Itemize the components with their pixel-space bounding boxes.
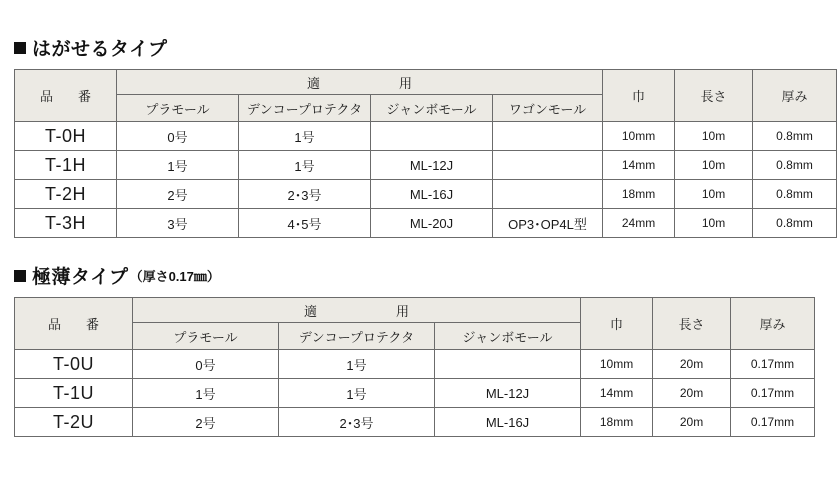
- cell-length: 20m: [653, 379, 731, 408]
- cell-protector: 2･3号: [239, 180, 371, 209]
- header-width: 巾: [581, 298, 653, 350]
- table-row: [15, 209, 837, 238]
- cell-protector: 2･3号: [279, 408, 435, 437]
- header-protector: デンコープロテクタ: [279, 323, 435, 350]
- cell-pramold: 3号: [117, 209, 239, 238]
- cell-thickness: 0.8mm: [753, 209, 837, 238]
- table-row: [15, 379, 815, 408]
- cell-pramold: 1号: [117, 151, 239, 180]
- ultrathin-type-table: [14, 297, 815, 437]
- cell-code: T-2U: [15, 408, 133, 437]
- cell-jumbo: ML-16J: [435, 408, 581, 437]
- header-applied: 適 用: [117, 70, 603, 95]
- cell-wagon: [493, 151, 603, 180]
- table-row: [15, 180, 837, 209]
- header-pramold: プラモール: [133, 323, 279, 350]
- header-thickness: 厚み: [753, 70, 837, 122]
- peelable-type-table: [14, 69, 837, 238]
- section-title-text: 極薄タイプ: [32, 267, 129, 288]
- table-header-row-top: [15, 298, 815, 323]
- table-header-row-top: [15, 70, 837, 95]
- header-jumbo-mold: ジャンボモール: [435, 323, 581, 350]
- cell-pramold: 2号: [133, 408, 279, 437]
- cell-code: T-1U: [15, 379, 133, 408]
- cell-protector: 1号: [239, 122, 371, 151]
- cell-width: 10mm: [603, 122, 675, 151]
- spec-sheet-page: [0, 34, 813, 484]
- cell-pramold: 0号: [133, 350, 279, 379]
- cell-code: T-1H: [15, 151, 117, 180]
- cell-length: 20m: [653, 350, 731, 379]
- cell-length: 10m: [675, 122, 753, 151]
- cell-code: T-2H: [15, 180, 117, 209]
- cell-code: T-3H: [15, 209, 117, 238]
- cell-width: 10mm: [581, 350, 653, 379]
- header-jumbo-mold: ジャンボモール: [371, 95, 493, 122]
- header-length: 長さ: [675, 70, 753, 122]
- cell-protector: 1号: [239, 151, 371, 180]
- cell-width: 14mm: [581, 379, 653, 408]
- cell-jumbo: [435, 350, 581, 379]
- header-length: 長さ: [653, 298, 731, 350]
- cell-width: 18mm: [581, 408, 653, 437]
- section-subtitle-text: （厚さ0.17㎜）: [129, 269, 220, 284]
- cell-jumbo: [371, 122, 493, 151]
- cell-jumbo: ML-16J: [371, 180, 493, 209]
- cell-wagon: OP3･OP4L型: [493, 209, 603, 238]
- cell-thickness: 0.8mm: [753, 180, 837, 209]
- cell-length: 20m: [653, 408, 731, 437]
- table-row: [15, 122, 837, 151]
- section-title-peelable: [14, 34, 736, 61]
- header-hinban: 品 番: [15, 298, 133, 350]
- cell-protector: 1号: [279, 350, 435, 379]
- header-protector: デンコープロテクタ: [239, 95, 371, 122]
- cell-length: 10m: [675, 180, 753, 209]
- cell-pramold: 0号: [117, 122, 239, 151]
- cell-code: T-0U: [15, 350, 133, 379]
- header-wagon-mold: ワゴンモール: [493, 95, 603, 122]
- header-applied: 適 用: [133, 298, 581, 323]
- section-title-ultrathin: [14, 262, 736, 289]
- cell-thickness: 0.17mm: [731, 408, 815, 437]
- cell-wagon: [493, 122, 603, 151]
- cell-width: 18mm: [603, 180, 675, 209]
- square-bullet-icon: [14, 270, 26, 282]
- cell-length: 10m: [675, 209, 753, 238]
- cell-length: 10m: [675, 151, 753, 180]
- cell-thickness: 0.17mm: [731, 379, 815, 408]
- cell-thickness: 0.17mm: [731, 350, 815, 379]
- square-bullet-icon: [14, 42, 26, 54]
- cell-pramold: 2号: [117, 180, 239, 209]
- cell-jumbo: ML-12J: [435, 379, 581, 408]
- header-thickness: 厚み: [731, 298, 815, 350]
- header-pramold: プラモール: [117, 95, 239, 122]
- cell-thickness: 0.8mm: [753, 151, 837, 180]
- cell-width: 14mm: [603, 151, 675, 180]
- cell-protector: 4･5号: [239, 209, 371, 238]
- cell-code: T-0H: [15, 122, 117, 151]
- cell-jumbo: ML-20J: [371, 209, 493, 238]
- cell-jumbo: ML-12J: [371, 151, 493, 180]
- table-row: [15, 408, 815, 437]
- cell-protector: 1号: [279, 379, 435, 408]
- header-hinban: 品 番: [15, 70, 117, 122]
- table-row: [15, 350, 815, 379]
- header-width: 巾: [603, 70, 675, 122]
- table-row: [15, 151, 837, 180]
- section-title-text: はがせるタイプ: [32, 39, 168, 60]
- cell-thickness: 0.8mm: [753, 122, 837, 151]
- cell-pramold: 1号: [133, 379, 279, 408]
- cell-wagon: [493, 180, 603, 209]
- cell-width: 24mm: [603, 209, 675, 238]
